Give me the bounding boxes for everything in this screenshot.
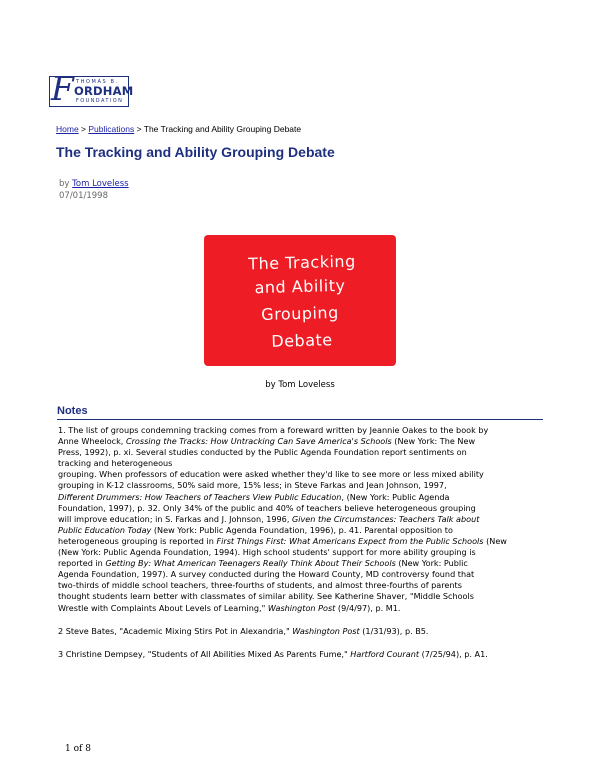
note-line: thought students learn better with classmates of similar ability. See Katherine Shaver, "Middle Schools (58, 591, 474, 602)
note-line: Agenda Foundation, 1997). A survey conducted during the Howard County, MD controversy found that (58, 569, 475, 580)
logo-big-letter: F (51, 69, 74, 108)
page-indicator: 1 of 8 (65, 744, 91, 754)
breadcrumb-current: The Tracking and Ability Grouping Debate (143, 124, 302, 134)
cover-caption: by Tom Loveless (265, 380, 335, 390)
notes-divider (57, 419, 543, 420)
note-3: 3 Christine Dempsey, "Students of All Abilities Mixed As Parents Fume," Hartford Courant (7/25/94), p. A1. (58, 648, 488, 659)
note-line: will improve education; in S. Farkas and J. Johnson, 1996, Given the Circumstances: Teachers Talk about (58, 513, 480, 524)
cover-line: and Ability (254, 275, 346, 298)
note-line: 1. The list of groups condemning tracking comes from a foreward written by Jeannie Oakes to the book by (58, 425, 489, 435)
note-line: Different Drummers: How Teachers of Teachers View Public Education, (New York: Public Agenda (58, 491, 450, 502)
notes-heading: Notes (57, 405, 88, 417)
breadcrumb-home-link[interactable]: Home (56, 124, 79, 134)
note-line: Public Education Today (New York: Public Agenda Foundation, 1996), p. 41. Parental opposition to (58, 524, 453, 535)
note-line: grouping in K-12 classrooms, 50% said more, 15% less; in Steve Farkas and Jean Johnson, 1997, (58, 480, 447, 491)
note-line: Foundation, 1997), p. 32. Only 34% of the public and 40% of teachers believe heterogeneous grouping (58, 502, 476, 513)
cover-line: Grouping (261, 302, 339, 325)
note-2: 2 Steve Bates, "Academic Mixing Stirs Pot in Alexandria," Washington Post (1/31/93), p. B5. (58, 625, 429, 636)
byline (59, 178, 129, 202)
note-line: Anne Wheelock, Crossing the Tracks: How Untracking Can Save America's Schools (New York: The New (58, 436, 476, 447)
cover-line: Debate (271, 330, 333, 351)
note-1 (58, 425, 588, 614)
note-line: Wrestle with Complaints About Levels of Learning," Washington Post (9/4/97), p. M1. (58, 602, 401, 613)
breadcrumb-publications-link[interactable]: Publications (88, 124, 135, 134)
breadcrumb-separator: > (78, 124, 89, 134)
cover-image (204, 235, 396, 366)
note-line: grouping. When professors of education were asked whether they'd like to see more or less mixed ability (58, 469, 484, 480)
note-line: two-thirds of middle school teachers, three-fourths of students, and almost three-fourths of parents (58, 580, 462, 591)
note-line: heterogeneous grouping is reported in First Things First: What Americans Expect from the Public Schools (New (58, 535, 507, 546)
page-title: The Tracking and Ability Grouping Debate (56, 144, 335, 160)
note-line: tracking and heterogeneous (58, 458, 173, 469)
note-line: reported in Getting By: What American Teenagers Really Think About Their Schools (New York: Public (58, 558, 468, 569)
logo-name: ORDHAM (74, 84, 134, 98)
byline-prefix: by (59, 179, 73, 189)
logo-top-text: THOMAS B. (76, 79, 119, 85)
notes-body (58, 425, 588, 660)
fordham-foundation-logo[interactable] (49, 69, 134, 108)
logo-bottom-text: FOUNDATION (76, 98, 124, 104)
breadcrumb-separator: > (134, 124, 144, 134)
note-line: Press, 1992), p. xi. Several studies conducted by the Public Agenda Foundation report sentiments on (58, 447, 467, 458)
note-line: (New York: Public Agenda Foundation, 1994). High school students' support for more ability grouping is (58, 547, 476, 558)
author-link[interactable]: Tom Loveless (72, 179, 129, 189)
publish-date: 07/01/1998 (59, 191, 108, 201)
cover-line: The Tracking (248, 251, 356, 274)
breadcrumb (56, 124, 301, 134)
